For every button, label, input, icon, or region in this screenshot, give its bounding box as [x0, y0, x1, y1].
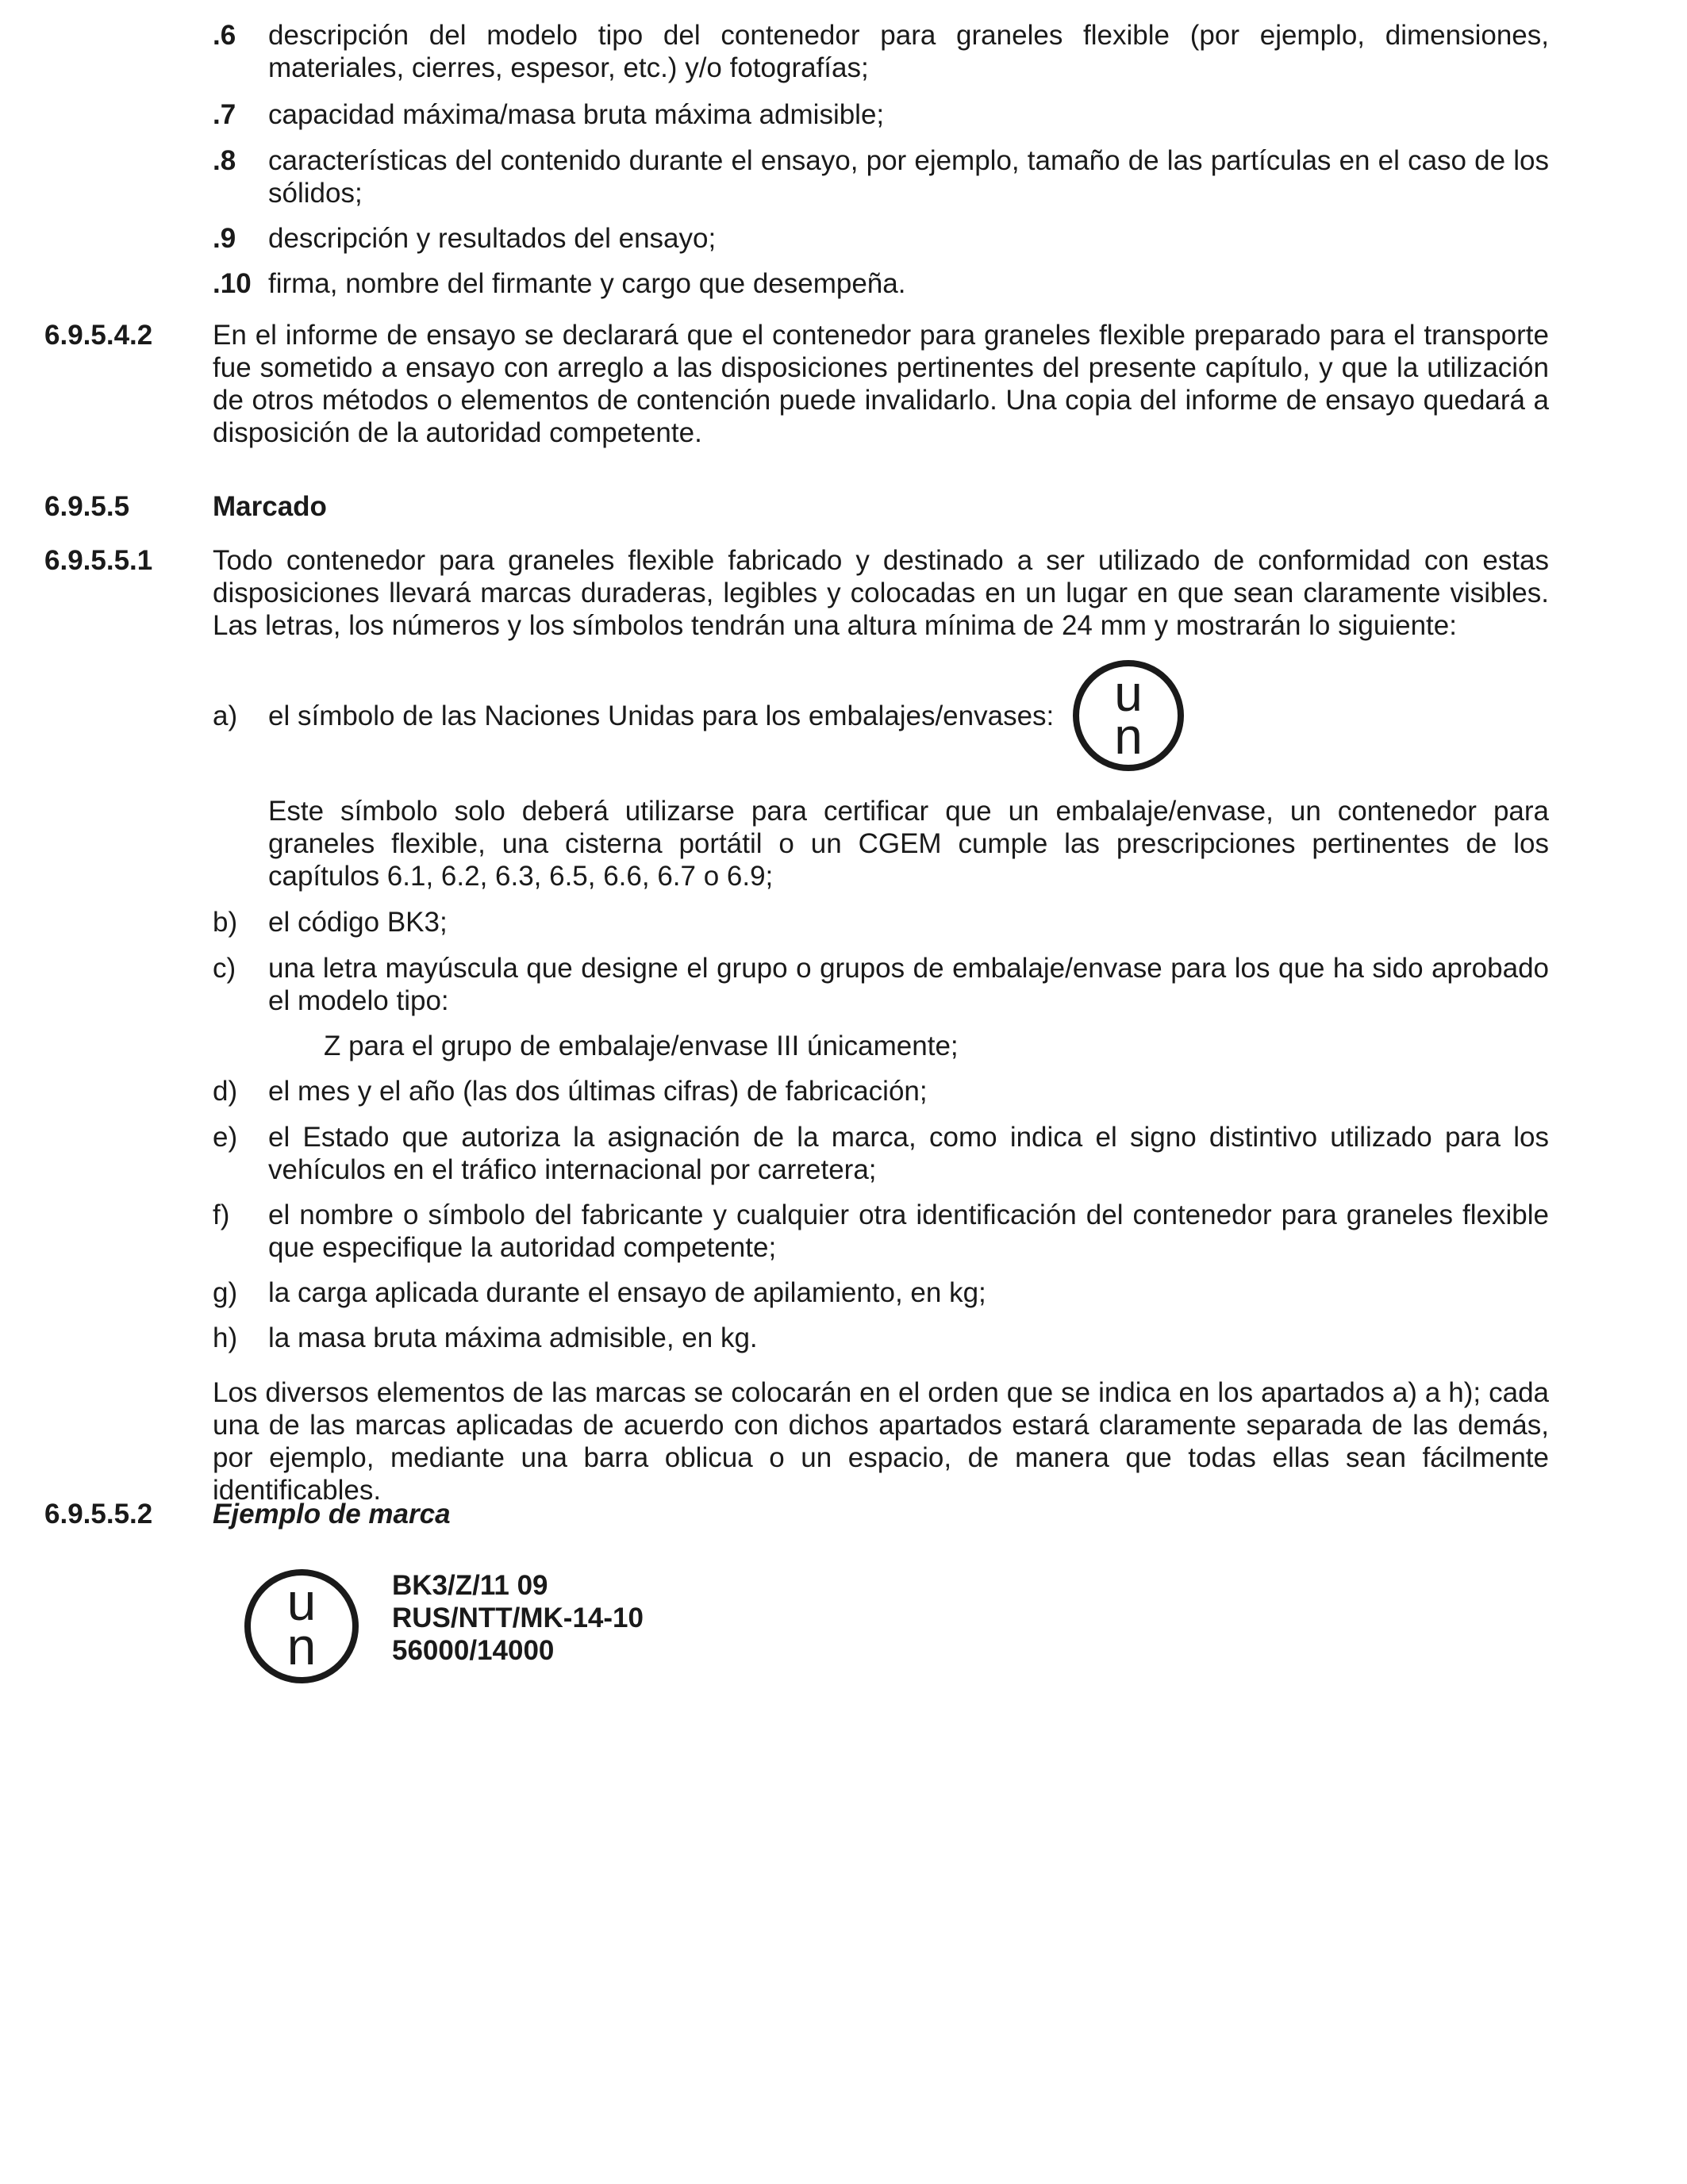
list-text: firma, nombre del firmante y cargo que desempeña. — [268, 268, 906, 299]
mark-label: d) — [213, 1076, 238, 1107]
paragraph-text: Los diversos elementos de las marcas se colocarán en el orden que se indica en los apartados a) a h); cada una de las marcas aplicadas de acuerdo con dichos apartados estará claramente separada de las demás, por ejemplo, mediante una barra oblicua o un espacio, de manera que todas ellas sean fácilmente identificables. — [213, 1377, 1549, 1506]
section-number: 6.9.5.5.2 — [44, 1499, 153, 1530]
section-title: Ejemplo de marca — [213, 1499, 451, 1530]
marking-line: 56000/14000 — [392, 1635, 555, 1666]
mark-text: una letra mayúscula que designe el grupo o grupos de embalaje/envase para los que ha sido aprobado el modelo tipo: — [268, 953, 1549, 1016]
list-text: descripción y resultados del ensayo; — [268, 223, 717, 254]
list-text: descripción del modelo tipo del contenedor para graneles flexible (por ejemplo, dimensiones, materiales, cierres, espesor, etc.) y/o fotografías; — [268, 20, 1549, 83]
un-symbol-icon — [1071, 658, 1186, 773]
mark-text: el símbolo de las Naciones Unidas para los embalajes/envases: — [268, 700, 1055, 731]
un-symbol-icon — [243, 1568, 360, 1685]
un-symbol-u: u — [1114, 665, 1143, 722]
mark-label: f) — [213, 1199, 230, 1230]
mark-sub-text: Z para el grupo de embalaje/envase III únicamente; — [324, 1031, 959, 1061]
list-index: .6 — [213, 20, 236, 51]
marking-line: BK3/Z/11 09 — [392, 1570, 548, 1601]
un-symbol-n: n — [286, 1617, 317, 1675]
mark-text: el mes y el año (las dos últimas cifras) de fabricación; — [268, 1076, 928, 1107]
mark-label: e) — [213, 1122, 238, 1153]
mark-label: g) — [213, 1277, 238, 1308]
section-text: Todo contenedor para graneles flexible fabricado y destinado a ser utilizado de conformidad con estas disposiciones llevará marcas duraderas, legibles y colocadas en un lugar en que sean claramente visibles. Las letras, los números y los símbolos tendrán una altura mínima de 24 mm y mostrarán lo siguiente: — [213, 545, 1549, 641]
mark-text: el Estado que autoriza la asignación de la marca, como indica el signo distintivo utilizado para los vehículos en el tráfico internacional por carretera; — [268, 1122, 1549, 1185]
list-text: capacidad máxima/masa bruta máxima admisible; — [268, 99, 885, 130]
list-text: características del contenido durante el ensayo, por ejemplo, tamaño de las partículas en el caso de los sólidos; — [268, 145, 1549, 209]
un-symbol-n: n — [1114, 708, 1143, 765]
mark-text: la masa bruta máxima admisible, en kg. — [268, 1322, 758, 1353]
mark-label: c) — [213, 953, 236, 984]
mark-label: h) — [213, 1322, 238, 1353]
mark-text: el código BK3; — [268, 907, 448, 938]
mark-note-text: Este símbolo solo deberá utilizarse para certificar que un embalaje/envase, un contenedor para graneles flexible, una cisterna portátil o un CGEM cumple las prescripciones pertinentes de los capítulos 6.1, 6.2, 6.3, 6.5, 6.6, 6.7 o 6.9; — [268, 796, 1549, 892]
section-number: 6.9.5.5.1 — [44, 545, 153, 576]
example-marking — [392, 1569, 644, 1667]
list-index: .10 — [213, 268, 252, 299]
section-number: 6.9.5.5 — [44, 491, 130, 522]
section-number: 6.9.5.4.2 — [44, 320, 153, 351]
marking-line: RUS/NTT/MK-14-10 — [392, 1602, 644, 1633]
section-title: Marcado — [213, 491, 327, 522]
mark-label: b) — [213, 907, 238, 938]
mark-text: la carga aplicada durante el ensayo de apilamiento, en kg; — [268, 1277, 986, 1308]
list-index: .7 — [213, 99, 236, 130]
mark-text: el nombre o símbolo del fabricante y cualquier otra identificación del contenedor para graneles flexible que especifique la autoridad competente; — [268, 1199, 1549, 1263]
mark-label: a) — [213, 700, 238, 731]
section-text: En el informe de ensayo se declarará que el contenedor para graneles flexible preparado para el transporte fue sometido a ensayo con arreglo a las disposiciones pertinentes del presente capítulo, y que la utilización de otros métodos o elementos de contención puede invalidarlo. Una copia del informe de ensayo quedará a disposición de la autoridad competente. — [213, 320, 1549, 448]
list-index: .9 — [213, 223, 236, 254]
list-index: .8 — [213, 145, 236, 176]
un-symbol-u: u — [286, 1572, 317, 1631]
